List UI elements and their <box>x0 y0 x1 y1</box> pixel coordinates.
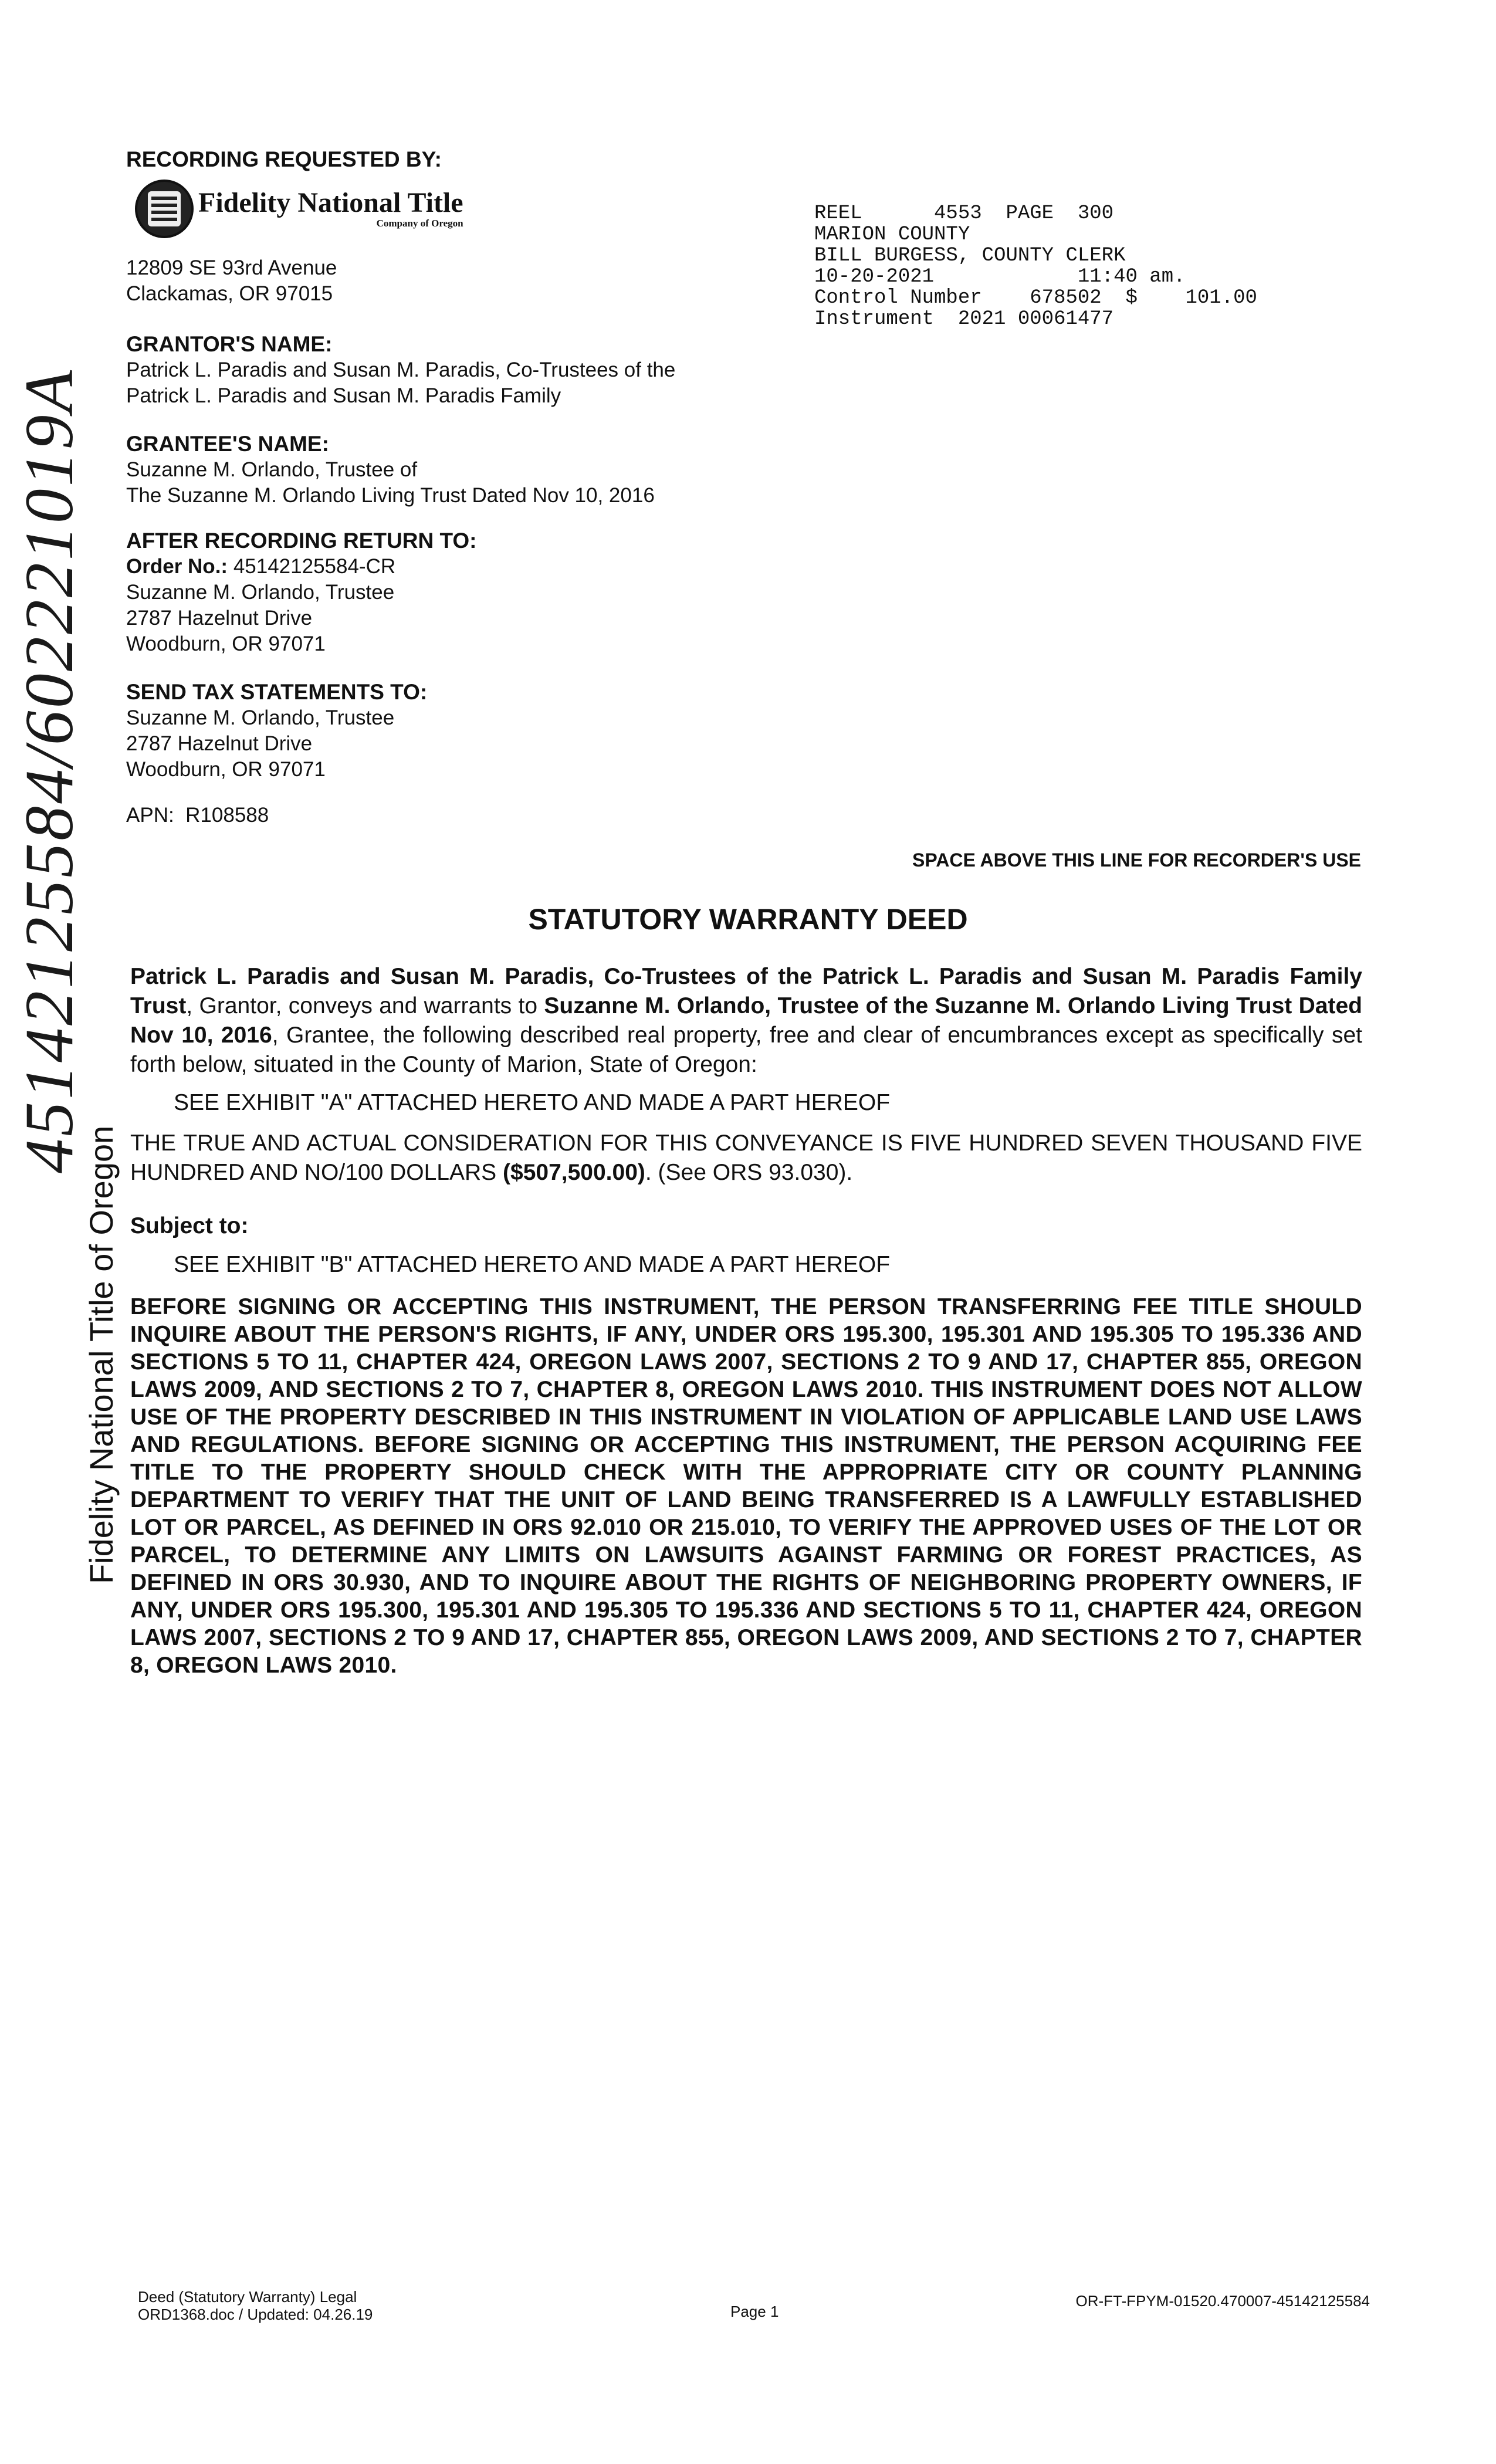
apn-value: R108588 <box>185 804 269 827</box>
stamp-line: 10-20-2021 11:40 am. <box>814 266 1186 288</box>
consideration-ref: . (See ORS 93.030). <box>645 1160 853 1185</box>
logo-subtitle: Company of Oregon <box>376 218 463 229</box>
return-to-line: Suzanne M. Orlando, Trustee <box>126 581 395 604</box>
page-number: Page 1 <box>730 2303 779 2320</box>
recorder-use-note: SPACE ABOVE THIS LINE FOR RECORDER'S USE <box>912 849 1361 871</box>
address-line: Clackamas, OR 97015 <box>126 282 333 305</box>
tax-line: Woodburn, OR 97071 <box>126 758 326 781</box>
recorder-stamp <box>814 203 1257 330</box>
grantee-name-bold: Suzanne M. Orlando, Trustee of the Suzanne M. Orlando Living Trust Dated Nov 10, 2016 <box>130 993 1362 1048</box>
footer-doc-info <box>138 2288 373 2323</box>
company-logo <box>135 180 463 238</box>
footer-doc-type: Deed (Statutory Warranty) Legal <box>138 2288 357 2306</box>
seal-icon <box>135 180 194 238</box>
margin-company-name: Fidelity National Title of Oregon <box>83 1125 120 1584</box>
stamp-line: MARION COUNTY <box>814 224 970 246</box>
grantee-label: GRANTEE'S NAME: <box>126 432 329 456</box>
tax-line: 2787 Hazelnut Drive <box>126 732 313 755</box>
stamp-line: REEL 4553 PAGE 300 <box>814 202 1114 225</box>
consideration-amount: ($507,500.00) <box>503 1160 645 1185</box>
stamp-line: BILL BURGESS, COUNTY CLERK <box>814 245 1126 267</box>
tax-statements-section <box>126 679 427 783</box>
consideration-paragraph <box>130 1129 1362 1187</box>
handwritten-file-number: 45142125584/602221019A <box>11 368 87 1173</box>
return-to-label: AFTER RECORDING RETURN TO: <box>126 529 477 553</box>
consideration-text: THE TRUE AND ACTUAL CONSIDERATION FOR THIS CONVEYANCE IS FIVE HUNDRED SEVEN THOUSAND FIVE HUNDRED AND NO/100 DOLLARS <box>130 1131 1362 1185</box>
order-number-value: 45142125584-CR <box>233 555 396 578</box>
grantee-line: The Suzanne M. Orlando Living Trust Dated Nov 10, 2016 <box>126 484 655 507</box>
tax-line: Suzanne M. Orlando, Trustee <box>126 706 395 729</box>
grantor-label: GRANTOR'S NAME: <box>126 332 333 356</box>
stamp-line: Control Number 678502 $ 101.00 <box>814 287 1257 309</box>
logo-name: Fidelity National Title <box>198 187 463 218</box>
exhibit-a-reference: SEE EXHIBIT "A" ATTACHED HERETO AND MADE A PART HEREOF <box>174 1090 891 1115</box>
conveyance-paragraph <box>130 962 1362 1079</box>
tax-statements-label: SEND TAX STATEMENTS TO: <box>126 680 428 704</box>
footer-reference: OR-FT-FPYM-01520.470007-45142125584 <box>1075 2292 1370 2310</box>
statutory-warning: BEFORE SIGNING OR ACCEPTING THIS INSTRUMENT, THE PERSON TRANSFERRING FEE TITLE SHOULD INQUIRE ABOUT THE PERSON'S RIGHTS, IF ANY, UNDER ORS 195.300, 195.301 AND 195.305 TO 195.336 AND SECTIONS 5 TO 11, CHAPTER 424, OREGON LAWS 2007, SECTIONS 2 TO 9 AND 17, CHAPTER 855, OREGON LAWS 2009, AND SECTIONS 2 TO 7, CHAPTER 8, OREGON LAWS 2010. THIS INSTRUMENT DOES NOT ALLOW USE OF THE PROPERTY DESCRIBED IN THIS INSTRUMENT IN VIOLATION OF APPLICABLE LAND USE LAWS AND REGULATIONS. BEFORE SIGNING OR ACCEPTING THIS INSTRUMENT, THE PERSON ACQUIRING FEE TITLE TO THE PROPERTY SHOULD CHECK WITH THE APPROPRIATE CITY OR COUNTY PLANNING DEPARTMENT TO VERIFY THAT THE UNIT OF LAND BEING TRANSFERRED IS A LAWFULLY ESTABLISHED LOT OR PARCEL, AS DEFINED IN ORS 92.010 OR 215.010, TO VERIFY THE APPROVED USES OF THE LOT OR PARCEL, TO DETERMINE ANY LIMITS ON LAWSUITS AGAINST FARMING OR FOREST PRACTICES, AS DEFINED IN ORS 30.930, AND TO INQUIRE ABOUT THE RIGHTS OF NEIGHBORING PROPERTY OWNERS, IF ANY, UNDER ORS 195.300, 195.301 AND 195.305 TO 195.336 AND SECTIONS 5 TO 11, CHAPTER 424, OREGON LAWS 2007, SECTIONS 2 TO 9 AND 17, CHAPTER 855, OREGON LAWS 2009, AND SECTIONS 2 TO 7, CHAPTER 8, OREGON LAWS 2010. <box>130 1294 1362 1678</box>
return-to-section <box>126 528 476 657</box>
return-to-line: Woodburn, OR 97071 <box>126 632 326 655</box>
address-line: 12809 SE 93rd Avenue <box>126 256 337 279</box>
recording-requested-label: RECORDING REQUESTED BY: <box>126 147 442 171</box>
property-text: , Grantee, the following described real property, free and clear of encumbrances except as specifically set forth below, situated in the County of Marion, State of Oregon: <box>130 1023 1362 1077</box>
stamp-line: Instrument 2021 00061477 <box>814 308 1114 330</box>
conveys-text: , Grantor, conveys and warrants to <box>186 993 544 1018</box>
return-to-line: 2787 Hazelnut Drive <box>126 607 313 629</box>
grantee-line: Suzanne M. Orlando, Trustee of <box>126 458 418 481</box>
grantor-line: Patrick L. Paradis and Susan M. Paradis Family <box>126 384 561 407</box>
requester-address <box>126 255 337 307</box>
grantor-line: Patrick L. Paradis and Susan M. Paradis, Co-Trustees of the <box>126 358 676 381</box>
grantee-section <box>126 431 655 509</box>
exhibit-b-reference: SEE EXHIBIT "B" ATTACHED HERETO AND MADE A PART HEREOF <box>174 1252 891 1277</box>
apn <box>126 803 269 828</box>
apn-label: APN: <box>126 804 174 827</box>
order-number-label: Order No.: <box>126 555 228 578</box>
footer-doc-file: ORD1368.doc / Updated: 04.26.19 <box>138 2306 373 2323</box>
grantor-name-bold: Patrick L. Paradis and Susan M. Paradis, Co-Trustees of the Patrick L. Paradis and Susan M. Paradis Family Trust <box>130 964 1362 1018</box>
document-title: STATUTORY WARRANTY DEED <box>528 903 968 936</box>
grantor-section <box>126 331 675 409</box>
subject-to-label: Subject to: <box>130 1213 249 1238</box>
